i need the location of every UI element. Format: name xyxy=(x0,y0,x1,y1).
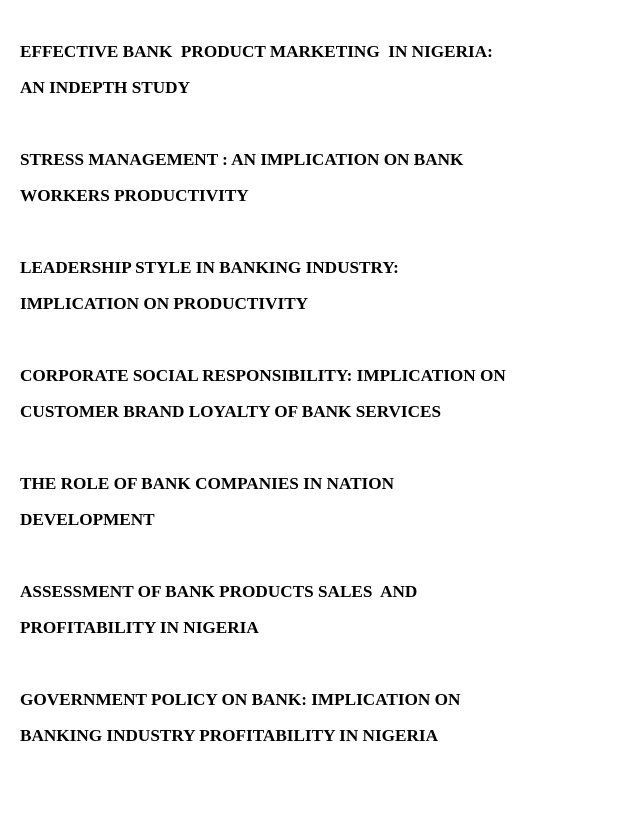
topic-line: BANKING INDUSTRY PROFITABILITY IN NIGERIA xyxy=(20,726,439,745)
topic-item xyxy=(20,34,630,106)
topic-line: ASSESSMENT OF BANK PRODUCTS SALES AND xyxy=(20,582,418,601)
topic-item xyxy=(20,250,630,322)
topic-line: GOVERNMENT POLICY ON BANK: IMPLICATION ON xyxy=(20,690,461,709)
topic-line: AN INDEPTH STUDY xyxy=(20,78,190,97)
topic-item xyxy=(20,682,630,754)
topic-item xyxy=(20,358,630,430)
topic-line: PROFITABILITY IN NIGERIA xyxy=(20,618,259,637)
topic-item xyxy=(20,466,630,538)
topic-line: WORKERS PRODUCTIVITY xyxy=(20,186,249,205)
topic-line: IMPLICATION ON PRODUCTIVITY xyxy=(20,294,309,313)
topic-line: CUSTOMER BRAND LOYALTY OF BANK SERVICES xyxy=(20,402,442,421)
topic-line: LEADERSHIP STYLE IN BANKING INDUSTRY: xyxy=(20,258,399,277)
topic-item xyxy=(20,574,630,646)
topic-line: STRESS MANAGEMENT : AN IMPLICATION ON BANK xyxy=(20,150,464,169)
topic-line: CORPORATE SOCIAL RESPONSIBILITY: IMPLICATION ON xyxy=(20,366,506,385)
topic-item xyxy=(20,142,630,214)
topic-line: THE ROLE OF BANK COMPANIES IN NATION xyxy=(20,474,395,493)
topic-line: EFFECTIVE BANK PRODUCT MARKETING IN NIGERIA: xyxy=(20,42,493,61)
topic-line: DEVELOPMENT xyxy=(20,510,155,529)
